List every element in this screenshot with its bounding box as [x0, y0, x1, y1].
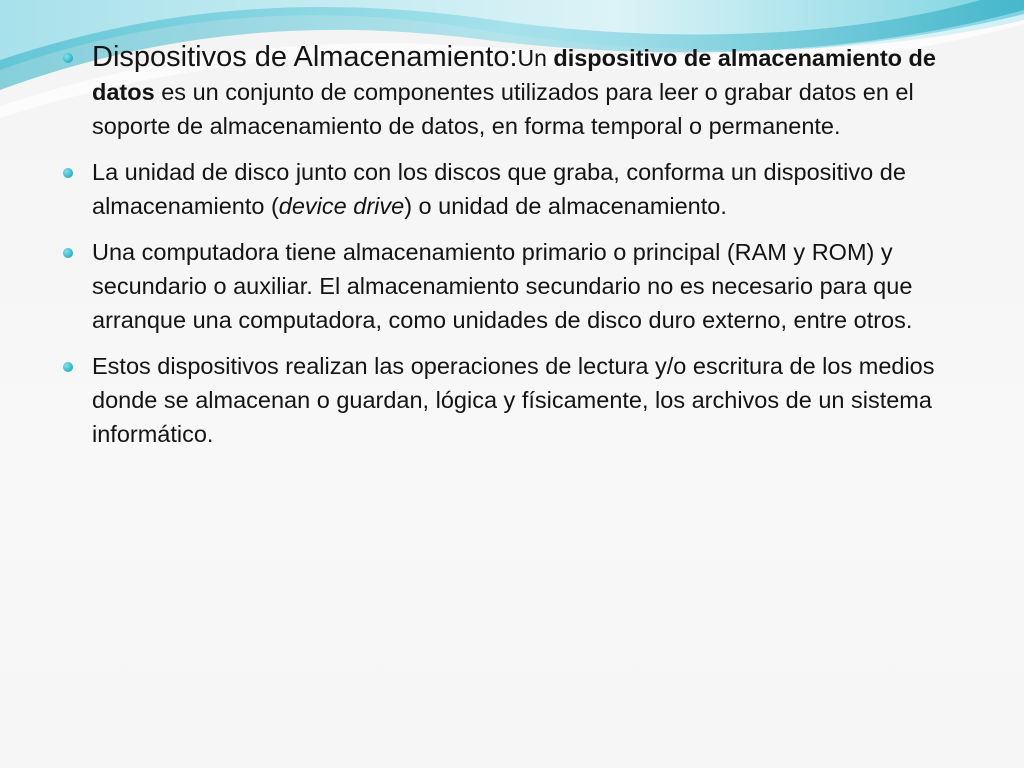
- bullet-text: La unidad de disco junto con los discos que graba, conforma un dispositivo de almacenamiento (: [92, 159, 906, 219]
- bullet-item: [58, 235, 978, 337]
- bullet-dot-icon: [63, 168, 73, 178]
- bullet-dot-icon: [63, 362, 73, 372]
- bullet-title: Dispositivos de Almacenamiento:: [92, 41, 518, 73]
- bullet-italic-term: device drive: [278, 193, 405, 219]
- bullet-text-end: ) o unidad de almacenamiento.: [404, 193, 727, 219]
- bullet-text: Una computadora tiene almacenamiento primario o principal (RAM y ROM) y secundario o auxiliar. El almacenamiento secundario no es necesario para que arranque una computadora, como unidades de disco duro externo, entre otros.: [92, 239, 913, 333]
- bullet-dot-icon: [63, 53, 73, 63]
- bullet-item: [58, 349, 978, 451]
- bullet-dot-icon: [63, 248, 73, 258]
- bullet-intro: Un: [517, 45, 554, 71]
- slide-content: [58, 40, 978, 463]
- bullet-item: [58, 155, 978, 223]
- bullet-text: es un conjunto de componentes utilizados para leer o grabar datos en el soporte de almacenamiento de datos, en forma temporal o permanente.: [92, 79, 914, 139]
- bullet-bold-term: dispositivo de almacenamiento de datos: [92, 45, 936, 105]
- bullet-item: [58, 40, 978, 143]
- bullet-text: Estos dispositivos realizan las operaciones de lectura y/o escritura de los medios donde se almacenan o guardan, lógica y físicamente, los archivos de un sistema informático.: [92, 353, 935, 447]
